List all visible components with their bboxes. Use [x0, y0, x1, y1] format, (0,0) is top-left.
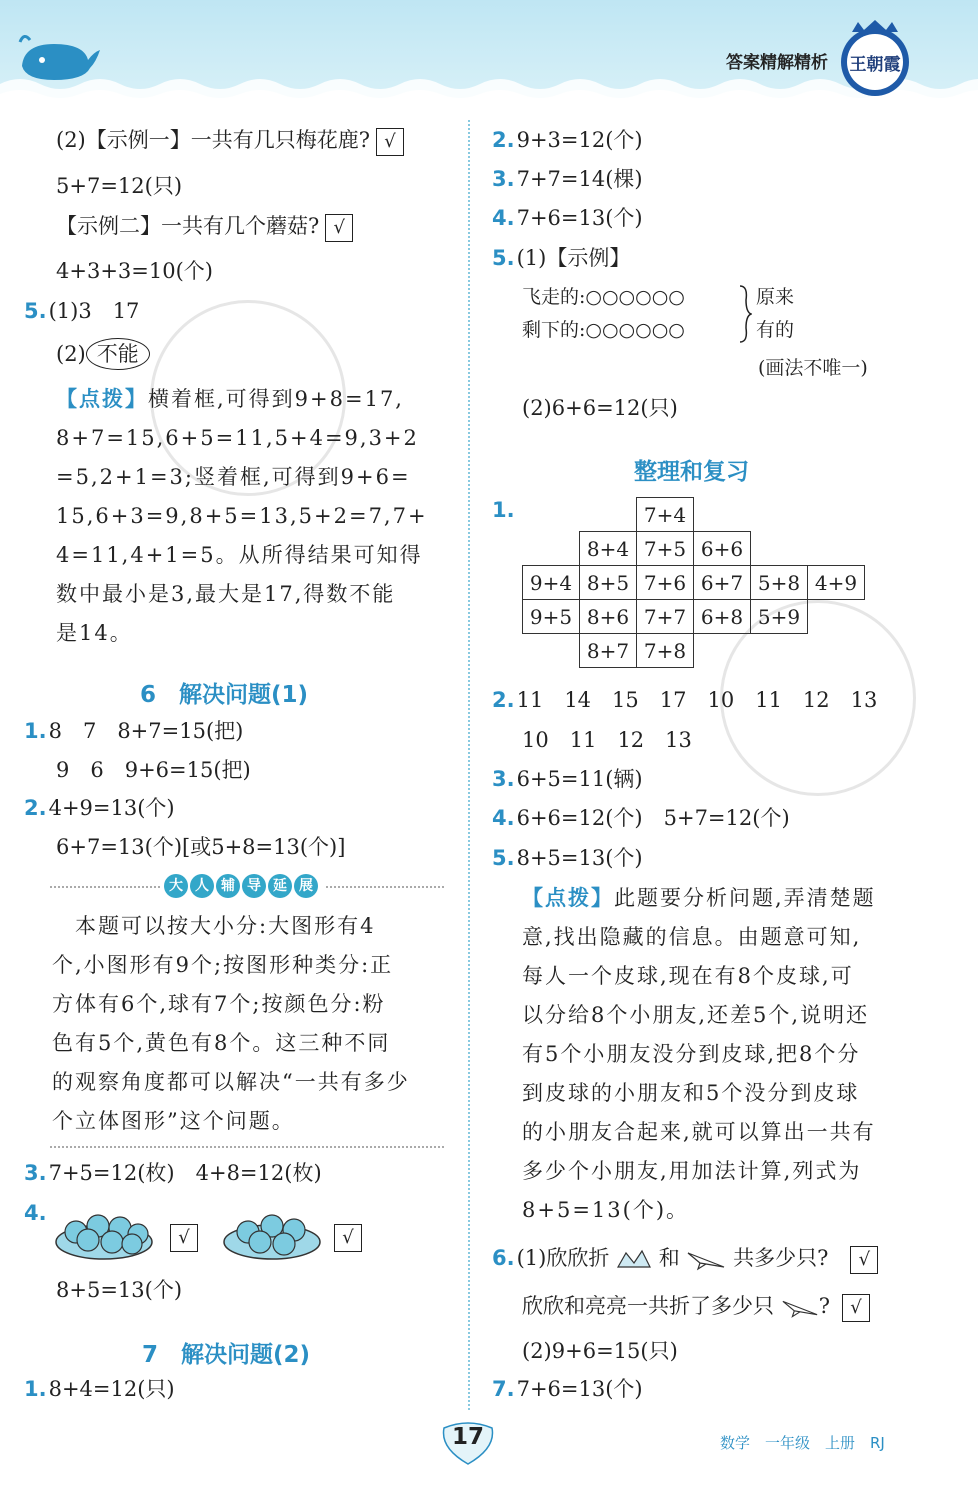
review-q4: 4.6+6=12(个) 5+7=12(个)	[492, 806, 790, 830]
method-note: (画法不唯一)	[758, 357, 868, 379]
table-cell: 5+8	[751, 566, 808, 600]
s6-q4-num: 4.	[24, 1201, 47, 1225]
left-q5-1: 5.(1)3 17	[24, 299, 140, 323]
table-cell	[808, 634, 865, 668]
column-divider	[468, 120, 470, 1410]
table-cell	[751, 498, 808, 532]
review-q2-b: 10 11 12 13	[522, 728, 692, 752]
remaining-row: 剩下的:○○○○○○	[522, 319, 685, 341]
checkbox-icon: √	[170, 1224, 198, 1252]
s6-q2-a: 2.4+9=13(个)	[24, 796, 175, 820]
table-cell: 7+7	[637, 600, 694, 634]
brace-label-a: 原来	[756, 286, 795, 308]
paper-plane-icon	[781, 1297, 819, 1319]
checkbox-icon: √	[850, 1246, 878, 1274]
table-cell	[808, 498, 865, 532]
review-q6-b: 欣欣和亮亮一共折了多少只 ? √	[522, 1291, 870, 1322]
divider-line	[50, 1146, 444, 1148]
brand-logo-icon	[838, 18, 912, 100]
page-header	[0, 0, 978, 104]
checkbox-icon: √	[842, 1294, 870, 1322]
review-q2-a: 2.11 14 15 17 10 11 12 13	[492, 688, 878, 712]
extension-badge: 大 人 辅 导 延 展	[164, 874, 318, 898]
fly-away-row: 飞走的:○○○○○○	[522, 286, 685, 308]
paper-plane-icon	[686, 1249, 726, 1271]
s7-q1: 1.8+4=12(只)	[24, 1377, 175, 1401]
left-line-4: 4+3+3=10(个)	[56, 259, 213, 283]
table-cell: 8+7	[580, 634, 637, 668]
table-cell	[808, 600, 865, 634]
table-cell	[523, 498, 580, 532]
review-q7: 7.7+6=13(个)	[492, 1377, 643, 1401]
checkbox-icon: √	[325, 214, 353, 242]
addition-table	[522, 497, 865, 668]
apple-plate-icon	[222, 1202, 326, 1262]
table-cell: 7+8	[637, 634, 694, 668]
table-cell	[580, 498, 637, 532]
s6-q4-ans: 8+5=13(个)	[56, 1278, 183, 1302]
table-cell: 6+8	[694, 600, 751, 634]
wave-decoration	[0, 70, 978, 104]
brace-label-b: 有的	[756, 319, 795, 341]
review-q3: 3.6+5=11(辆)	[492, 767, 643, 791]
paper-crane-icon	[616, 1249, 652, 1271]
review-q5: 5.8+5=13(个)	[492, 846, 643, 870]
right-q2: 2.9+3=12(个)	[492, 128, 643, 152]
left-line-2: 5+7=12(只)	[56, 174, 183, 198]
table-cell: 9+5	[523, 600, 580, 634]
s6-q1-a: 1.8 7 8+7=15(把)	[24, 719, 244, 743]
checkbox-icon: √	[376, 128, 404, 156]
s6-q2-b: 6+7=13(个)[或5+8=13(个)]	[56, 835, 346, 859]
table-cell: 7+4	[637, 498, 694, 532]
s6-q3: 3.7+5=12(枚) 4+8=12(枚)	[24, 1161, 322, 1185]
s6-q1-b: 9 6 9+6=15(把)	[56, 758, 251, 782]
review-q6-a: 6.(1)欣欣折 和 共多少只? √	[492, 1243, 878, 1274]
left-line-3: 【示例二】一共有几个蘑菇? √	[56, 211, 353, 242]
right-q5-2: (2)6+6=12(只)	[522, 396, 678, 420]
section-title-review: 整理和复习	[634, 459, 749, 485]
table-cell	[751, 532, 808, 566]
left-line-1: (2)【示例一】一共有几只梅花鹿? √	[56, 125, 404, 156]
apple-plate-icon	[54, 1202, 158, 1262]
section-title-6: 6 解决问题(1)	[140, 682, 309, 708]
table-cell: 4+9	[808, 566, 865, 600]
review-q1-num: 1.	[492, 498, 515, 522]
checkbox-icon: √	[334, 1224, 362, 1252]
table-cell: 8+5	[580, 566, 637, 600]
left-q5-2: (2) 不能	[56, 338, 150, 370]
whale-icon	[14, 30, 104, 86]
right-q3: 3.7+7=14(棵)	[492, 167, 643, 191]
table-cell: 6+7	[694, 566, 751, 600]
left-hint: 【点拨】横着框,可得到9+8=17, 8+7=15,6+5=11,5+4=9,3+2 =5,2+1=3;竖着框,可得到9+6= 15,6+3=9,8+5=13,5+2=7,7+ 4=11,4+1=5。从所得结果可知得 数中最小是3,最大是17,得数不能 是14。	[56, 387, 428, 645]
table-cell	[808, 532, 865, 566]
page-number: 17	[451, 1424, 484, 1450]
table-cell: 6+6	[694, 532, 751, 566]
divider-line	[326, 886, 444, 888]
table-cell: 7+6	[637, 566, 694, 600]
review-hint: 【点拨】此题要分析问题,弄清楚题 意,找出隐藏的信息。由题意可知, 每人一个皮球,现在有8个皮球,可 以分给8个小朋友,还差5个,说明还 有5个小朋友没分到皮球,把8个分 到皮球的小朋友和5个没分到皮球 的小朋友合起来,就可以算出一共有 多少个小朋友,用加法计算,列式为 8+5=13(个)。	[522, 886, 876, 1222]
section-title-7: 7 解决问题(2)	[142, 1342, 311, 1368]
header-title: 答案精解精析	[726, 53, 828, 73]
table-cell	[694, 498, 751, 532]
table-cell: 7+5	[637, 532, 694, 566]
table-cell	[694, 634, 751, 668]
divider-line	[50, 886, 160, 888]
table-cell: 8+6	[580, 600, 637, 634]
table-cell	[523, 634, 580, 668]
table-cell: 9+4	[523, 566, 580, 600]
svg-text:王朝霞: 王朝霞	[849, 55, 901, 75]
right-q4: 4.7+6=13(个)	[492, 206, 643, 230]
review-q6-c: (2)9+6=15(只)	[522, 1339, 678, 1363]
brace-icon	[738, 284, 752, 344]
right-q5-1: 5.(1)【示例】	[492, 246, 631, 270]
circled-answer: 不能	[86, 338, 150, 370]
table-cell: 5+9	[751, 600, 808, 634]
table-cell	[751, 634, 808, 668]
table-cell	[523, 532, 580, 566]
footer-subject: 数学 一年级 上册 RJ	[720, 1434, 885, 1452]
extension-text: 本题可以按大小分:大图形有4 个,小图形有9个;按图形种类分:正 方体有6个,球有7个;按颜色分:粉 色有5个,黄色有8个。这三种不同 的观察角度都可以解决“一共有多少 个立体图形”这个问题。	[52, 914, 410, 1133]
table-cell: 8+4	[580, 532, 637, 566]
